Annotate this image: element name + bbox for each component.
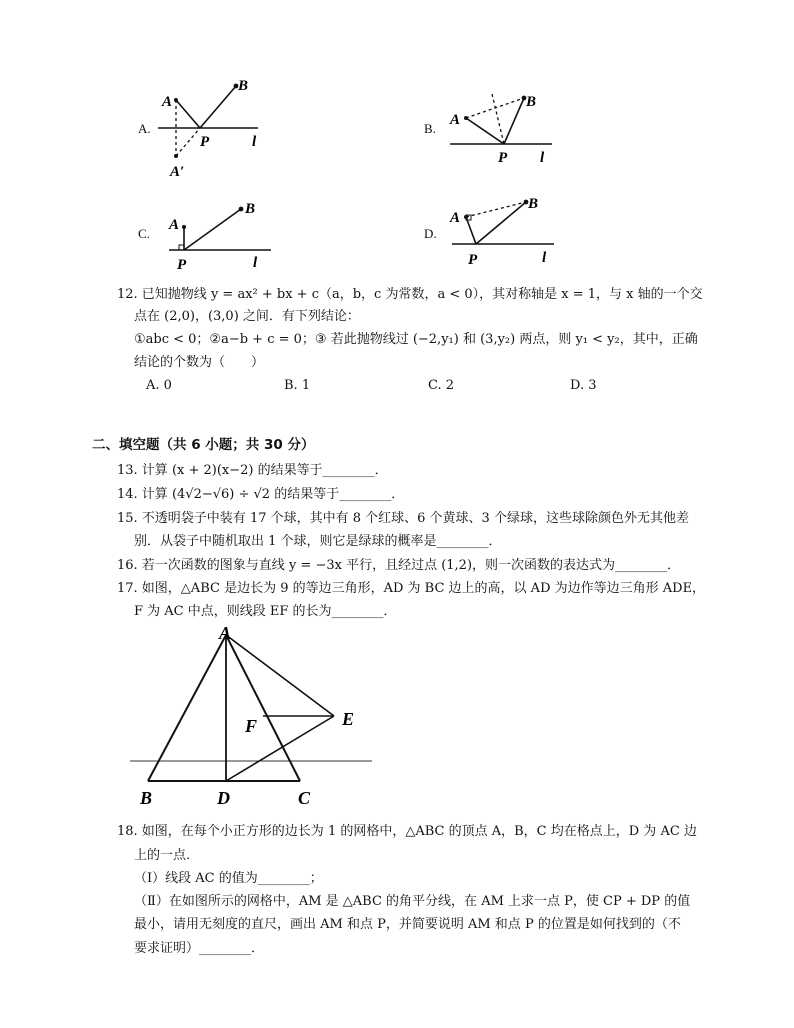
q12-option-c: C. 2 <box>428 378 455 393</box>
q18-line-4: （Ⅱ）在如图所示的网格中，AM 是 △ABC 的角平分线，在 AM 上求一点 P，使 CP + DP 的值 <box>134 894 691 909</box>
q12-option-d: D. 3 <box>570 378 597 393</box>
point-b-label: B <box>238 78 249 94</box>
q15-line-1: 15. 不透明袋子中装有 17 个球，其中有 8 个红球、6 个黄球、3 个绿球，这些球除颜色外无其他差 <box>117 511 689 526</box>
q12-line-1: 12. 已知抛物线 y = ax² + bx + c（a，b，c 为常数，a < 0），其对称轴是 x = 1，与 x 轴的一个交 <box>117 287 703 302</box>
point-e-label: E <box>342 709 355 729</box>
figure-q17 <box>128 624 378 810</box>
point-a-label: A <box>219 624 232 643</box>
point-p-label: P <box>468 252 478 268</box>
option-d-label: D. <box>424 226 437 241</box>
option-c-label: C. <box>138 226 150 241</box>
q18-line-5: 最小，请用无刻度的直尺，画出 AM 和点 P，并简要说明 AM 和点 P 的位置是如何找到的（不 <box>134 917 681 932</box>
q14-text: 14. 计算 (4√2−√6) ÷ √2 的结果等于________． <box>117 487 405 502</box>
line-l-label: l <box>252 134 257 150</box>
point-a-label: A <box>450 112 461 128</box>
q15-line-2: 别．从袋子中随机取出 1 个球，则它是绿球的概率是________． <box>134 534 502 549</box>
point-b-label: B <box>528 196 539 212</box>
figure-option-d <box>440 192 570 274</box>
q12-line-2: 点在 (2,0)，(3,0) 之间．有下列结论： <box>134 309 360 324</box>
section-title: 二、填空题（共 6 小题；共 30 分） <box>92 437 315 453</box>
option-b-label: B. <box>424 121 436 136</box>
point-p-label: P <box>177 257 187 273</box>
point-a-prime-label: A′ <box>170 164 185 180</box>
point-d-label: D <box>217 788 230 808</box>
point-a-label: A <box>169 217 180 233</box>
q12-option-b: B. 1 <box>284 378 311 393</box>
line-l-label: l <box>540 150 545 164</box>
q12-line-4: 结论的个数为（ ） <box>134 355 265 370</box>
point-p-label: P <box>498 150 508 164</box>
point-a-label: A <box>450 210 461 226</box>
q12-option-a: A. 0 <box>146 378 172 393</box>
line-l-label: l <box>253 255 258 271</box>
q18-line-3: （Ⅰ）线段 AC 的值为________； <box>134 871 323 886</box>
point-b-label: B <box>140 788 153 808</box>
q18-line-6: 要求证明）________． <box>134 941 265 956</box>
point-p-label: P <box>200 134 210 150</box>
q13-text: 13. 计算 (x + 2)(x−2) 的结果等于________． <box>117 463 388 478</box>
figure-option-b <box>440 82 570 164</box>
q18-line-1: 18. 如图，在每个小正方形的边长为 1 的网格中，△ABC 的顶点 A，B，C 均在格点上，D 为 AC 边 <box>117 824 697 839</box>
q16-text: 16. 若一次函数的图象与直线 y = −3x 平行，且经过点 (1,2)，则一次函数的表达式为________． <box>117 558 681 573</box>
q18-line-2: 上的一点． <box>134 848 200 863</box>
figure-option-c <box>155 195 285 275</box>
point-a-label: A <box>162 94 173 110</box>
option-a-label: A. <box>138 121 151 136</box>
point-b-label: B <box>245 201 256 217</box>
line-l-label: l <box>542 250 547 266</box>
q17-line-2: F 为 AC 中点，则线段 EF 的长为________． <box>134 604 397 619</box>
figure-option-a <box>150 74 280 184</box>
point-c-label: C <box>298 788 311 808</box>
q12-line-3: ①abc < 0；②a−b + c = 0；③ 若此抛物线过 (−2,y₁) 和 (3,y₂) 两点，则 y₁ < y₂，其中，正确 <box>134 332 698 347</box>
q17-line-1: 17. 如图，△ABC 是边长为 9 的等边三角形，AD 为 BC 边上的高，以 AD 为边作等边三角形 ADE， <box>117 581 706 596</box>
point-b-label: B <box>526 94 537 110</box>
point-f-label: F <box>245 716 258 736</box>
